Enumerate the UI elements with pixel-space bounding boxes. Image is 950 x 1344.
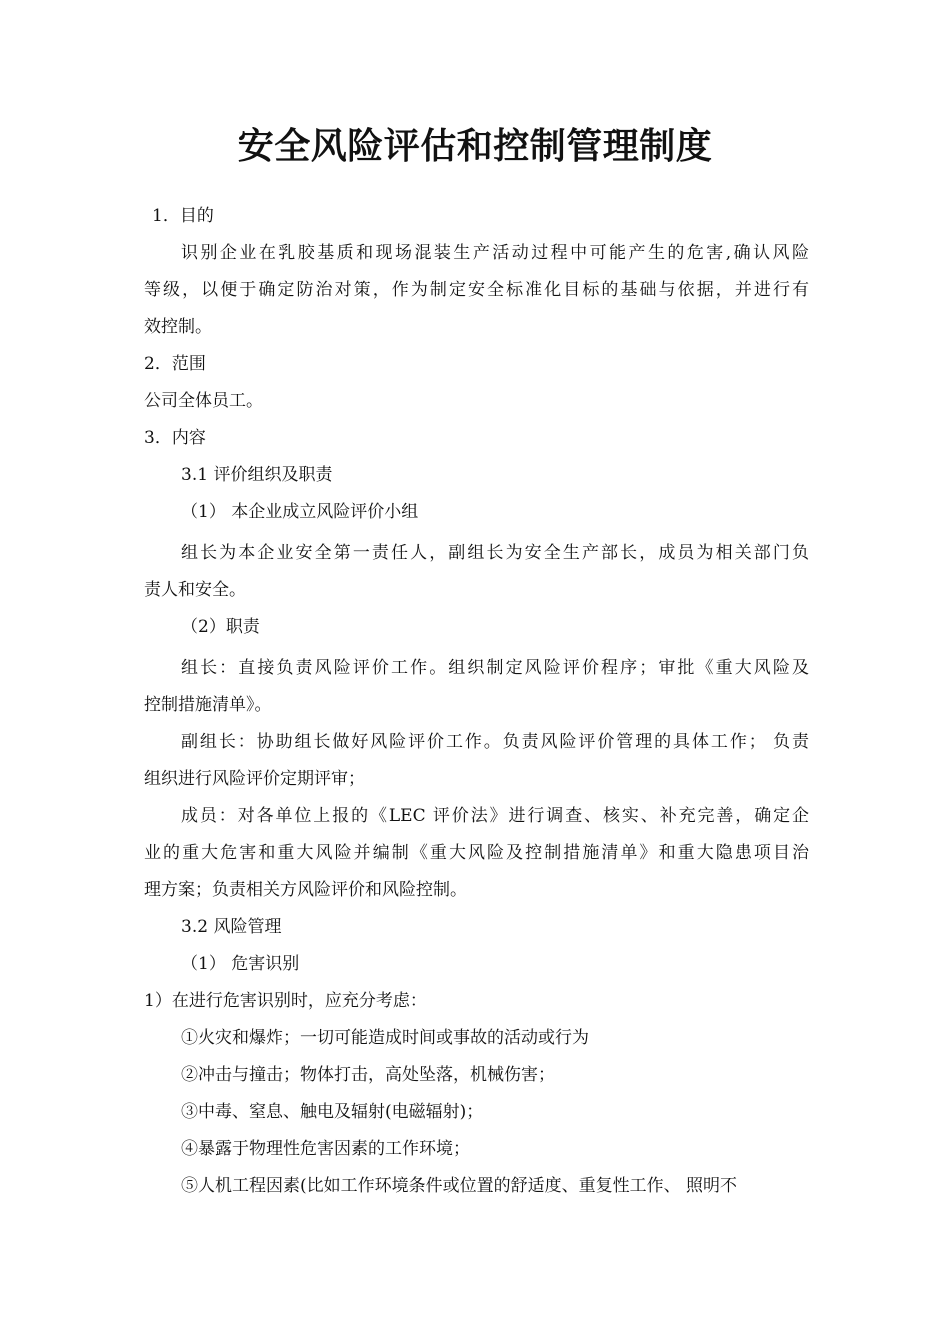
paragraph-line: 组织进行风险评价定期评审； <box>144 769 365 789</box>
subsection-heading: 3.2 风险管理 <box>181 917 282 937</box>
paragraph-line: 1）在进行危害识别时，应充分考虑： <box>144 991 427 1011</box>
document-body <box>144 198 809 1205</box>
paragraph-line: 组长为本企业安全第一责任人，副组长为安全生产部长，成员为相关部门负 <box>181 543 809 563</box>
paragraph-line: 责人和安全。 <box>144 580 246 600</box>
list-item: ②冲击与撞击；物体打击，高处坠落，机械伤害； <box>181 1065 555 1085</box>
list-item: ①火灾和爆炸；一切可能造成时间或事故的活动或行为 <box>181 1028 589 1048</box>
list-item: ⑤人机工程因素(比如工作环境条件或位置的舒适度、重复性工作、 照明不 <box>181 1176 738 1196</box>
paragraph-line: 效控制。 <box>144 317 212 337</box>
paragraph-line: 理方案；负责相关方风险评价和风险控制。 <box>144 880 467 900</box>
paragraph-line: 组长：直接负责风险评价工作。组织制定风险评价程序；审批《重大风险及 <box>181 658 809 678</box>
paragraph-line: 控制措施清单》。 <box>144 695 272 715</box>
list-heading: （2）职责 <box>181 617 260 637</box>
list-item: ③中毒、窒息、触电及辐射(电磁辐射)； <box>181 1102 484 1122</box>
list-heading: （1） 危害识别 <box>181 954 300 974</box>
section-heading-purpose: 1．目的 <box>152 206 214 226</box>
section-heading-scope: 2．范围 <box>144 354 206 374</box>
list-item: ④暴露于物理性危害因素的工作环境； <box>181 1139 470 1159</box>
paragraph-line: 副组长：协助组长做好风险评价工作。负责风险评价管理的具体工作； 负责 <box>181 732 809 752</box>
paragraph-line: 等级，以便于确定防治对策，作为制定安全标准化目标的基础与依据，并进行有 <box>144 280 809 300</box>
paragraph-line: 业的重大危害和重大风险并编制《重大风险及控制措施清单》和重大隐患项目治 <box>144 843 809 863</box>
list-heading: （1） 本企业成立风险评价小组 <box>181 502 419 522</box>
subsection-heading: 3.1 评价组织及职责 <box>181 465 333 485</box>
document-title: 安全风险评估和控制管理制度 <box>237 126 713 167</box>
paragraph-line: 成员：对各单位上报的《LEC 评价法》进行调查、核实、补充完善，确定企 <box>181 806 809 826</box>
paragraph-line: 公司全体员工。 <box>144 391 263 411</box>
section-heading-content: 3．内容 <box>144 428 206 448</box>
paragraph-line: 识别企业在乳胶基质和现场混装生产活动过程中可能产生的危害,确认风险 <box>181 243 809 263</box>
